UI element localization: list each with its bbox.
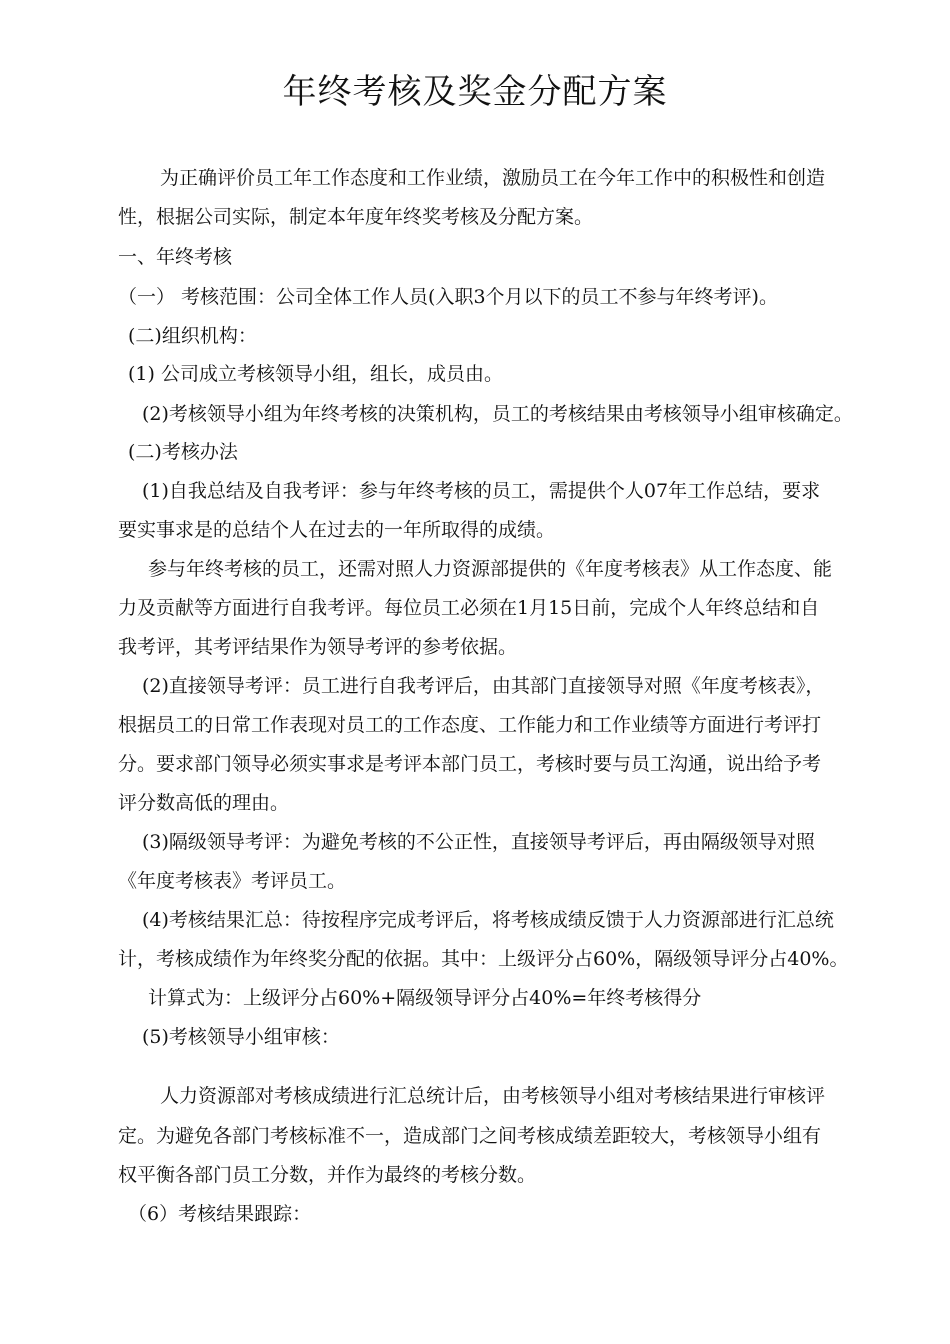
paragraph-line: 定。为避免各部门考核标准不一，造成部门之间考核成绩差距较大，考核领导小组有 bbox=[118, 1125, 822, 1147]
paragraph-line: 性，根据公司实际，制定本年度年终奖考核及分配方案。 bbox=[118, 206, 594, 228]
paragraph-line: 评分数高低的理由。 bbox=[118, 792, 290, 814]
paragraph-line: (2)考核领导小组为年终考核的决策机构，员工的考核结果由考核领导小组审核确定。 bbox=[142, 403, 853, 425]
paragraph-line: 根据员工的日常工作表现对员工的工作态度、工作能力和工作业绩等方面进行考评打 bbox=[118, 714, 822, 736]
section-heading: 一、年终考核 bbox=[118, 246, 233, 268]
paragraph-line: (1) 公司成立考核领导小组，组长，成员由。 bbox=[128, 363, 503, 385]
paragraph-line: 权平衡各部门员工分数，并作为最终的考核分数。 bbox=[118, 1164, 537, 1186]
paragraph-line: （一） 考核范围：公司全体工作人员(入职3个月以下的员工不参与年终考评)。 bbox=[118, 286, 778, 308]
subsection-heading: (二)考核办法 bbox=[128, 441, 238, 463]
paragraph-line: 人力资源部对考核成绩进行汇总统计后，由考核领导小组对考核结果进行审核评 bbox=[160, 1085, 826, 1107]
subsection-heading: (二)组织机构： bbox=[128, 325, 257, 347]
paragraph-line: 参与年终考核的员工，还需对照人力资源部提供的《年度考核表》从工作态度、能 bbox=[148, 558, 833, 580]
paragraph-line: 要实事求是的总结个人在过去的一年所取得的成绩。 bbox=[118, 519, 556, 541]
paragraph-line: 《年度考核表》考评员工。 bbox=[118, 870, 347, 892]
paragraph-line: (4)考核结果汇总：待按程序完成考评后，将考核成绩反馈于人力资源部进行汇总统 bbox=[142, 909, 834, 931]
paragraph-line: 计，考核成绩作为年终奖分配的依据。其中：上级评分占60%，隔级领导评分占40%。 bbox=[118, 948, 849, 970]
subsection-heading: (5)考核领导小组审核： bbox=[142, 1026, 340, 1048]
subsection-heading: （6）考核结果跟踪： bbox=[128, 1203, 312, 1225]
paragraph-line: (3)隔级领导考评：为避免考核的不公正性，直接领导考评后，再由隔级领导对照 bbox=[142, 831, 815, 853]
formula-line: 计算式为：上级评分占60%+隔级领导评分占40%=年终考核得分 bbox=[148, 987, 702, 1009]
paragraph-line: 分。要求部门领导必须实事求是考评本部门员工，考核时要与员工沟通，说出给予考 bbox=[118, 753, 822, 775]
paragraph-line: 为正确评价员工年工作态度和工作业绩，激励员工在今年工作中的积极性和创造 bbox=[160, 167, 826, 189]
paragraph-line: (1)自我总结及自我考评：参与年终考核的员工，需提供个人07年工作总结，要求 bbox=[142, 480, 821, 502]
document-title: 年终考核及奖金分配方案 bbox=[282, 72, 668, 112]
paragraph-line: 力及贡献等方面进行自我考评。每位员工必须在1月15日前，完成个人年终总结和自 bbox=[118, 597, 820, 619]
paragraph-line: (2)直接领导考评：员工进行自我考评后，由其部门直接领导对照《年度考核表》， bbox=[142, 675, 825, 697]
paragraph-line: 我考评，其考评结果作为领导考评的参考依据。 bbox=[118, 636, 518, 658]
